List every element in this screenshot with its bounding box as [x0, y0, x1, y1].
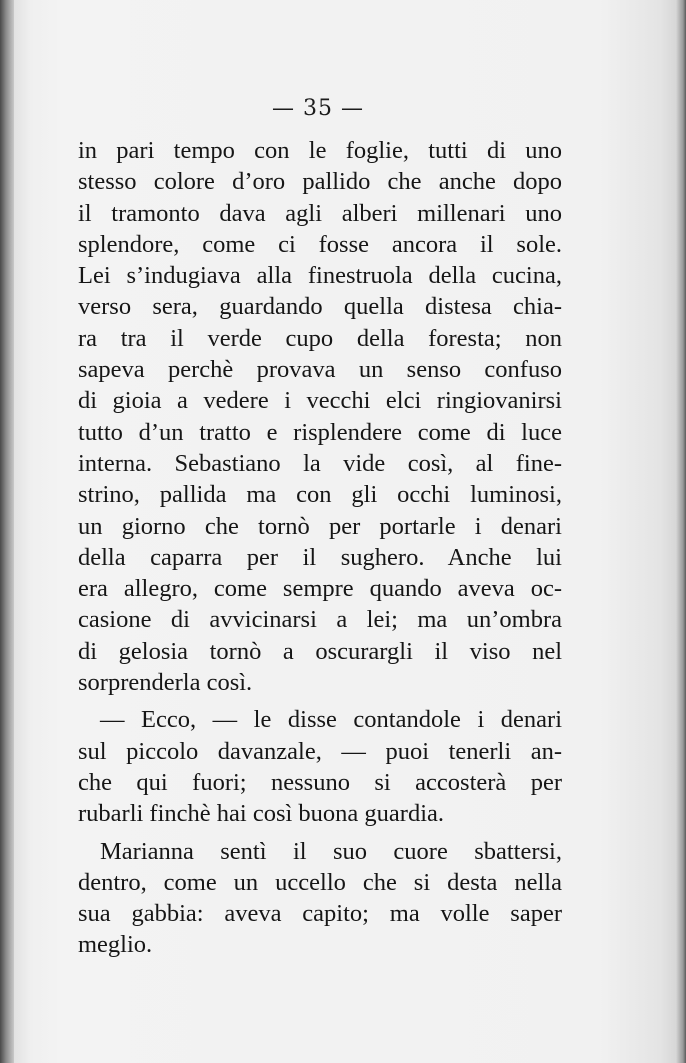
text-line: casione di avvicinarsi a lei; ma un’ombra: [78, 606, 562, 634]
text-line: in pari tempo con le foglie, tutti di uno: [78, 137, 562, 164]
text-line: Lei s’indugiava alla finestruola della cucina,: [78, 262, 562, 290]
text-line: tutto d’un tratto e risplendere come di luce: [78, 418, 562, 446]
text-line: sua gabbia: aveva capito; ma volle saper: [78, 900, 562, 928]
text-line: era allegro, come sempre quando aveva oc-: [78, 575, 562, 603]
text-line: un giorno che tornò per portarle i denari: [78, 512, 562, 540]
text-line: sorprenderla così.: [78, 669, 253, 697]
text-line: di gioia a vedere i vecchi elci ringiovanirsi: [78, 387, 562, 415]
text-line: strino, pallida ma con gli occhi luminosi,: [78, 481, 562, 509]
text-line: di gelosia tornò a oscurargli il viso nel: [78, 637, 562, 665]
text-line: ra tra il verde cupo della foresta; non: [78, 324, 562, 352]
text-line: splendore, come ci fosse ancora il sole.: [78, 230, 562, 258]
page-binding-shadow-left: [0, 0, 14, 1063]
text-line: dentro, come un uccello che si desta nella: [78, 868, 562, 896]
text-line: della caparra per il sughero. Anche lui: [78, 543, 562, 571]
text-line: il tramonto dava agli alberi millenari uno: [78, 199, 562, 227]
text-line: — Ecco, — le disse contandole i denari: [100, 706, 562, 734]
body-text: [78, 135, 562, 961]
text-line: stesso colore d’oro pallido che anche dopo: [78, 168, 562, 196]
text-line: Marianna sentì il suo cuore sbattersi,: [100, 837, 562, 865]
page-edge-shadow-right: [676, 0, 686, 1063]
text-line: verso sera, guardando quella distesa chia-: [78, 293, 562, 321]
text-line: sul piccolo davanzale, — puoi tenerli an-: [78, 737, 562, 765]
text-line: rubarli finchè hai così buona guardia.: [78, 800, 445, 828]
text-line: interna. Sebastiano la vide così, al fine-: [78, 449, 562, 477]
text-line: sapeva perchè provava un senso confuso: [78, 356, 562, 384]
text-line: che qui fuori; nessuno si accosterà per: [78, 768, 562, 796]
page-number: — 35 —: [272, 96, 364, 121]
text-line: meglio.: [78, 931, 153, 959]
